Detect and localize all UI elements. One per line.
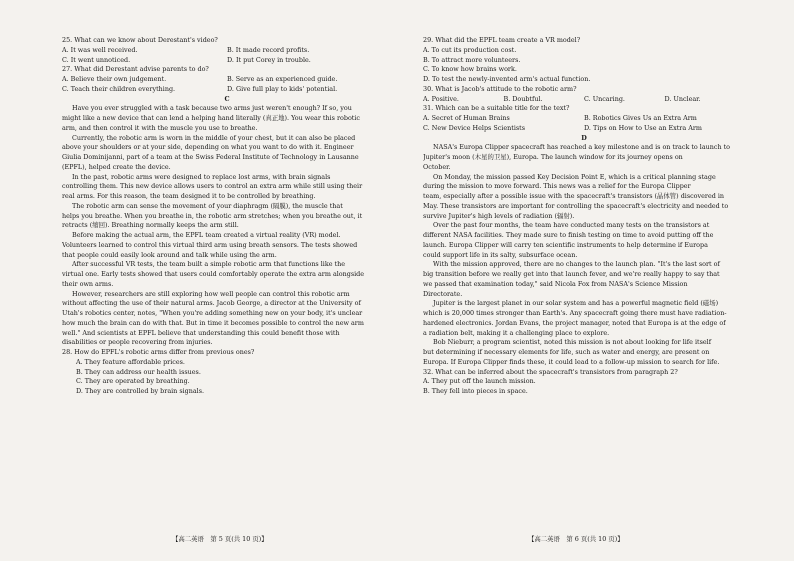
passage-line: disabilities or people recovering from injuries. — [62, 338, 213, 347]
q32-option-a: A. They put off the launch mission. — [423, 377, 536, 386]
passage-line: helps you breathe. When you breathe in, the robotic arm stretches; when you breathe out, it — [62, 211, 363, 220]
passage-line: without affecting the use of their natural arms. Jacob George, a director at the University of — [62, 299, 361, 308]
q28-option-a: A. They feature affordable prices. — [76, 357, 185, 366]
q27-option-b: B. Serve as an experienced guide. — [227, 75, 338, 83]
passage-line: Currently, the robotic arm is worn in the middle of your chest, but it can also be placed — [72, 133, 356, 142]
passage-c — [62, 104, 392, 348]
q28-option-b: B. They can address our health issues. — [76, 367, 201, 376]
q31-stem: 31. Which can be a suitable title for the text? — [423, 104, 570, 113]
passage-line: May. These transistors are important for controlling the spacecraft's electricity and needed to — [423, 201, 729, 210]
passage-line: After successful VR tests, the team built a simple robotic arm that functions like the — [72, 260, 345, 269]
passage-line: NASA's Europa Clipper spacecraft has reached a key milestone and is on track to launch to — [433, 143, 731, 152]
passage-line: could support life in its salty, subsurface ocean. — [423, 250, 578, 259]
passage-line: Have you ever struggled with a task because two arms just weren't enough? If so, you — [72, 104, 352, 113]
passage-line: Over the past four months, the team have conducted many tests on the transistors at — [433, 221, 710, 230]
passage-line: might like a new device that can lend a helping hand literally (真正地). You wear this robotic — [62, 114, 360, 122]
passage-line: Bob Nieburr, a program scientist, noted this mission is not about looking for life itself — [433, 338, 712, 347]
passage-line: October. — [423, 162, 451, 171]
passage-line: On Monday, the mission passed Key Decision Point E, which is a critical planning stage — [433, 172, 716, 181]
passage-line: well." And scientists at EPFL believe that understanding this could benefit those with — [62, 328, 340, 337]
q30-option-d: D. Unclear. — [664, 94, 701, 103]
q28-option-c: C. They are operated by breathing. — [76, 377, 190, 386]
passage-line: With the mission approved, there are no changes to the launch plan. "It's the last sort of — [433, 260, 720, 269]
passage-line: which is 20,000 times stronger than Earth's. Any spacecraft going there must have radiation- — [423, 309, 727, 317]
passage-line: Utah's robotics center, notes, "When you're adding something new on your body, it's unclear — [62, 309, 363, 317]
q25-option-c: C. It went unnoticed. — [62, 55, 131, 64]
passage-line: virtual one. Early tests showed that users could comfortably operate the extra arm alongside — [62, 270, 365, 278]
q30-option-c: C. Uncaring. — [584, 94, 625, 103]
q25-option-b: B. It made record profits. — [227, 45, 310, 54]
q29-option-a: A. To cut its production cost. — [423, 45, 517, 54]
q25-stem: 25. What can we know about Derestant's video? — [62, 36, 218, 44]
q30-option-b: B. Doubtful. — [503, 94, 543, 103]
section-d-heading: D — [581, 133, 587, 142]
passage-line: we passed that examination today," said Nicola Fox from NASA's Science Mission — [423, 279, 688, 288]
passage-line: However, researchers are still exploring how well people can control this robotic arm — [72, 289, 350, 298]
q25-options-2 — [62, 56, 392, 66]
q31-options — [423, 114, 745, 124]
passage-line: arm, and then control it with the muscle you use to breathe. — [62, 123, 258, 132]
passage-line: The robotic arm can sense the movement of your diaphragm (隔膜), the muscle that — [72, 201, 343, 210]
passage-d — [423, 143, 745, 397]
passage-line: how much the brain can do with that. But in time it becomes possible to control the new arm — [62, 318, 364, 327]
page-footer-right: 【高二英语 第 6 页(共 10 页)】 — [528, 535, 624, 543]
passage-line: retracts (缩回). Breathing normally keeps the arm still. — [62, 221, 239, 230]
q27-option-a: A. Believe their own judgement. — [62, 75, 167, 83]
q29-option-c: C. To know how brains work. — [423, 65, 517, 74]
passage-line: their own arms. — [62, 279, 114, 288]
q31-option-d: D. Tips on How to Use an Extra Arm — [584, 123, 702, 132]
passage-line: Europa. If Europa Clipper finds these, it could lead to a follow-up mission to search for life. — [423, 357, 720, 366]
passage-line: that people could easily look around and talk while using the arm. — [62, 250, 277, 259]
q25-options — [62, 46, 392, 56]
q30-option-a: A. Positive. — [423, 94, 459, 103]
passage-line: controlling them. This new device allows users to control an extra arm while still using their — [62, 182, 363, 191]
q27-options — [62, 75, 392, 85]
passage-line: (EPFL), helped create the device. — [62, 162, 171, 171]
passage-line: Directorate. — [423, 289, 463, 298]
passage-line: during the mission to move forward. This news was a relief for the Europa Clipper — [423, 182, 691, 191]
passage-line: different NASA facilities. They made sure to finish testing on time to avoid putting off the — [423, 231, 714, 239]
q27-stem: 27. What did Derestant advise parents to do? — [62, 65, 209, 74]
q27-option-c: C. Teach their children everything. — [62, 84, 176, 93]
passage-line: Volunteers learned to control this virtual third arm using breath sensors. The tests showed — [62, 240, 358, 249]
q27-options-2 — [62, 85, 392, 95]
q25-option-a: A. It was well received. — [62, 45, 138, 54]
passage-line: survive Jupiter's high levels of radiation (辐射). — [423, 211, 575, 220]
q29-option-d: D. To test the newly-invented arm's actual function. — [423, 75, 591, 83]
q25-option-d: D. It put Corey in trouble. — [227, 55, 311, 64]
passage-line: Jupiter's moon (木星的卫星), Europa. The launch window for its journey opens on — [423, 153, 683, 161]
q29-stem: 29. What did the EPFL team create a VR model? — [423, 36, 581, 44]
left-column — [62, 36, 392, 397]
q31-options-2 — [423, 124, 745, 134]
q30-options — [423, 95, 745, 105]
q28-stem: 28. How do EPFL's robotic arms differ from previous ones? — [62, 348, 255, 356]
q29-option-b: B. To attract more volunteers. — [423, 55, 521, 64]
section-c-heading: C — [224, 94, 230, 103]
q28-option-d: D. They are controlled by brain signals. — [76, 387, 205, 395]
passage-line: Giulia Dominijanni, part of a team at the Swiss Federal Institute of Technology in Lausanne — [62, 153, 359, 161]
passage-line: a radiation belt, making it a challenging place to explore. — [423, 328, 610, 337]
q31-option-c: C. New Device Helps Scientists — [423, 123, 525, 132]
q30-stem: 30. What is Jacob's attitude to the robotic arm? — [423, 84, 577, 93]
passage-line: In the past, robotic arms were designed to replace lost arms, with brain signals — [72, 172, 331, 181]
passage-line: but determining if necessary elements for life, such as water and energy, are present on — [423, 348, 710, 356]
q32-option-b: B. They fell into pieces in space. — [423, 387, 528, 395]
q27-option-d: D. Give full play to kids' potential. — [227, 84, 338, 93]
passage-line: Jupiter is the largest planet in our solar system and has a powerful magnetic field (磁场) — [433, 299, 719, 308]
passage-line: team, especially after a possible issue with the spacecraft's transistors (晶体管) discovered in — [423, 192, 725, 200]
right-column — [423, 36, 745, 397]
passage-line: above your shoulders or at your side, depending on what you want to do with it. Engineer — [62, 143, 354, 152]
q32-stem: 32. What can be inferred about the spacecraft's transistors from paragraph 2? — [423, 367, 678, 376]
passage-line: launch. Europa Clipper will carry ten scientific instruments to help determine if Europa — [423, 240, 708, 249]
q31-option-b: B. Robotics Gives Us an Extra Arm — [584, 114, 697, 122]
passage-line: big transition before we really get into that launch fever, and we're really happy to say that — [423, 270, 720, 278]
q31-option-a: A. Secret of Human Brains — [423, 114, 510, 122]
passage-line: real arms. For this reason, the team designed it to be controlled by breathing. — [62, 192, 316, 200]
passage-line: hardened electronics. Jordan Evans, the project manager, noted that Europa is at the edge of — [423, 318, 726, 327]
page-footer-left: 【高二英语 第 5 页(共 10 页)】 — [172, 535, 268, 543]
passage-line: Before making the actual arm, the EPFL team created a virtual reality (VR) model. — [72, 231, 341, 239]
